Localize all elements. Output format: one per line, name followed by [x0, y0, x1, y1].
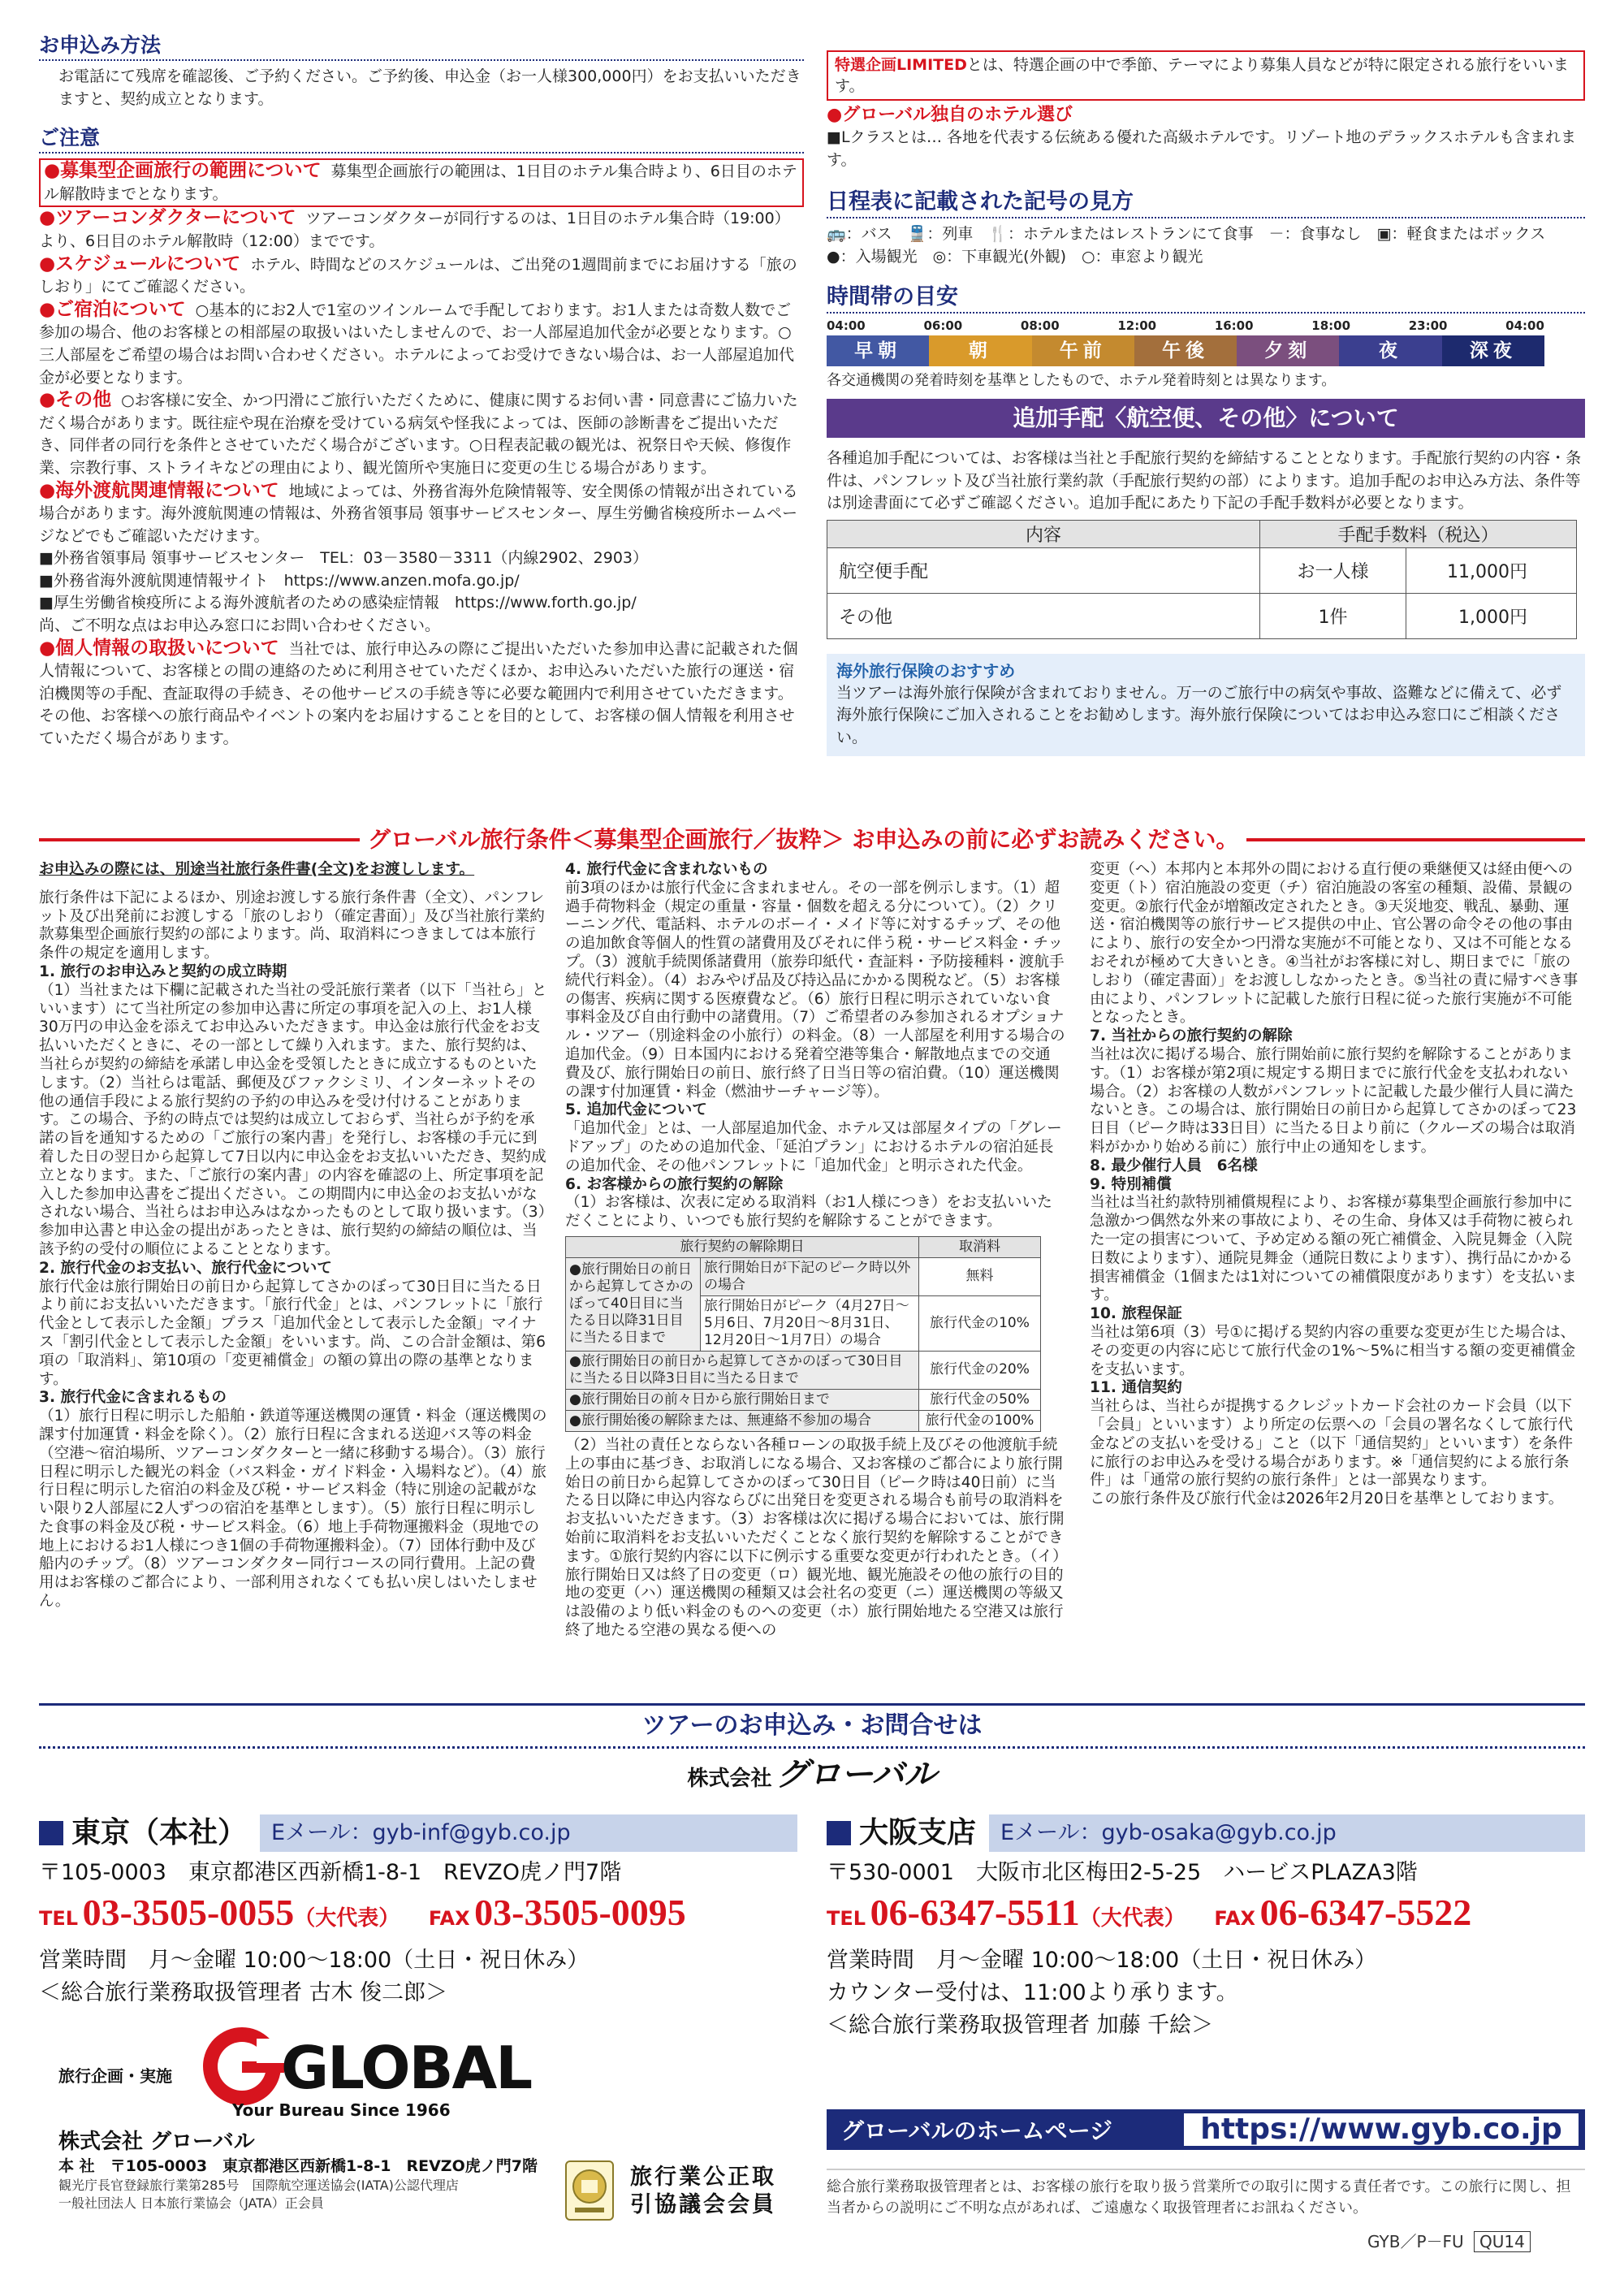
condition-heading: 10. 旅程保証: [1090, 1305, 1182, 1323]
note-body: ○基本的にお2人で1室のツインルームで手配しております。お1人または奇数人数でご参加の場合、他のお客様との相部屋の取扱いはいたしませんので、お一人部屋追加代金が必要となります。○三人部屋をご希望の場合はお問い合わせください。ホテルによってお受けできない場合は、お一人部屋追加代金が必要となります。: [39, 301, 795, 387]
timeband-tick: 04:00: [1505, 318, 1544, 334]
note-item: [39, 253, 804, 299]
contact-header: [39, 1703, 1585, 1802]
table-row: [566, 1389, 1041, 1410]
timeband-segment: 午前: [1032, 335, 1134, 366]
info-link[interactable]: ■外務省領事局 領事サービスセンター TEL：03－3580－3311（内線2902、2903）: [39, 549, 649, 568]
condition-heading: 6. お客様からの旅行契約の解除: [565, 1175, 784, 1193]
condition-paragraph: 「追加代金」とは、一人部屋追加代金、ホテル又は部屋タイプの「グレードアップ」のための追加代金、「延泊プラン」におけるホテルの宿泊延長の追加代金、その他パンフレットに「追加代金」と明示された代金。: [565, 1120, 1062, 1174]
notes-list: [39, 158, 804, 750]
symbols-section: [827, 188, 1585, 268]
note-body: 当社では、旅行申込みの際にご提出いただいた参加申込書に記載された個人情報について、お客様との間の連絡のために利用させていただくほか、お申込みいただいた旅行の運送・宿泊機関等の手配、査証取得の手続き、その他サービスの手続き等に必要な範囲内で利用させていただきます。その他、お客様への旅行商品やイベントの案内をお届けすることを目的として、お客様の個人情報を利用させていただく場合があります。: [39, 639, 798, 748]
fee-table: [827, 520, 1577, 639]
timeband-segment: 朝: [929, 335, 1031, 366]
symbols-line2: ●：入場観光 ◎：下車観光(外観) ○：車窓より観光: [827, 247, 1203, 266]
cancel-table: [565, 1236, 1041, 1432]
cancel-fee: 旅行代金の20%: [919, 1351, 1041, 1389]
timeband-tick: 04:00: [827, 318, 866, 334]
condition-paragraph: この旅行条件及び旅行代金は2026年2月20日を基準としております。: [1090, 1490, 1564, 1508]
osaka-hours: 営業時間 月～金曜 10:00～18:00（土日・祝日休み）: [827, 1948, 1377, 1973]
notes-section: [39, 125, 804, 750]
fair-trade-text: 旅行業公正取引協議会会員: [630, 2165, 776, 2217]
fee-amount: 1,000円: [1406, 593, 1577, 638]
left-column: [39, 32, 804, 750]
cancel-period: ●旅行開始日の前日から起算してさかのぼって30日目に当たる日以降3日目に当たる日まで: [566, 1351, 919, 1389]
right-column: [827, 50, 1585, 756]
note-body: ○お客様に安全、かつ円滑にご旅行いただくために、健康に関するお伺い書・同意書にご協力いただく場合があります。既往症や現在治療を受けている病気や怪我によっては、医師の診断書をご提出いただき、同伴者の同行を条件とさせていただく場合がございます。○日程表記載の観光は、祝祭日や天候、修復作業、宗教行事、ストライキなどの理由により、観光箇所や実施日に変更の生じる場合があります。: [39, 391, 798, 477]
condition-heading: 2. 旅行代金のお支払い、旅行代金について: [39, 1259, 332, 1277]
timeband-tick: 06:00: [923, 318, 963, 334]
condition-paragraph: 旅行条件は下記によるほか、別途お渡しする旅行条件書（全文）、パンフレット及び出発前にお渡しする「旅のしおり（確定書面）」及び当社旅行業約款募集型企画旅行契約の部によります。尚、取消料につきましては本旅行条件の規定を適用します。: [39, 889, 545, 962]
timeband-ticks: [827, 318, 1544, 333]
condition-paragraph: 当社らは、当社らが提携するクレジットカード会社のカード会員（以下「会員」といいます）より所定の伝票への「会員の署名なくして旅行代金などの支払いを受ける」こと（以下「通信契約」といいます）を条件に旅行のお申込みを受ける場合があります。※「通信契約による旅行条件」は「通常の旅行契約の旅行条件」とは一部異なります。: [1090, 1398, 1574, 1490]
note-head: ●ツアーコンダクターについて: [39, 207, 296, 229]
osaka-name: 大阪支店: [859, 1816, 977, 1849]
fee-item: 航空便手配: [827, 547, 1260, 593]
cancel-condition: 旅行開始日が下記のピーク時以外の場合: [701, 1257, 919, 1295]
fee-unit: お一人様: [1260, 547, 1406, 593]
timeband-segment: 午後: [1134, 335, 1237, 366]
extra-body: 各種追加手配については、お客様は当社と手配旅行契約を締結することとなります。手配旅行契約の内容・条件は、パンフレット及び当社旅行業約款（手配旅行契約の部）によります。追加手配のお申込み方法、条件等は別途書面にて必ずご確認ください。追加手配にあたり下記の手配手数料が必要となります。: [827, 448, 1582, 513]
table-row: [827, 593, 1577, 638]
osaka-fax: 06-6347-5522: [1259, 1892, 1472, 1933]
footer-code: GYB／P－FU: [1367, 2232, 1464, 2251]
logo-tagline: Your Bureau Since 1966: [232, 2100, 451, 2120]
note-item: [39, 158, 804, 207]
footer-reg1: 観光庁長官登録旅行業第285号 国際航空運送協会(IATA)公認代理店: [58, 2178, 459, 2193]
extra-section: [827, 399, 1585, 639]
cancel-fee: 旅行代金の100%: [919, 1410, 1041, 1431]
tel-note: （大代表）: [294, 1906, 400, 1931]
cancel-period: ●旅行開始後の解除または、無連絡不参加の場合: [566, 1410, 919, 1431]
tokyo-name: 東京（本社）: [71, 1816, 248, 1849]
timeband-segment: 夕刻: [1237, 335, 1339, 366]
timeband-segment: 夜: [1339, 335, 1441, 366]
cancel-header-fee: 取消料: [919, 1236, 1041, 1257]
timeband-title: 時間帯の目安: [827, 283, 1585, 314]
fee-item: その他: [827, 593, 1260, 638]
symbols-line1: 🚌：バス 🚆：列車 🍴：ホテルまたはレストランにて食事 －：食事なし ▣：軽食またはボックス: [827, 225, 1546, 244]
info-link: 尚、ご不明な点はお申込み窓口にお問い合わせください。: [39, 616, 441, 635]
timeband-segment: 早朝: [827, 335, 929, 366]
condition-paragraph: 当社は次に掲げる場合、旅行開始前に旅行契約を解除することがあります。（1）お客様が第2項に規定する期日までに旅行代金を支払われない場合。（2）お客様の人数がパンフレットに記載した最少催行人員に満たないとき。この場合は、旅行開始日の前日から起算してさかのぼって23日目（ピーク時は33日目）に当たる日より前に（クルーズの場合は取消料がかかり始める前に）旅行中止の通知をします。: [1090, 1045, 1577, 1156]
condition-paragraph: 前3項のほかは旅行代金に含まれません。その一部を例示します。（1）超過手荷物料金（規定の重量・容量・個数を超える分について）。（2）クリーニング代、電話料、ホテルのボーイ・メイド等に対するチップ、その他の追加飲食等個人的性質の諸費用及びそれに伴う税・サービス料金・チップ。（3）渡航手続関係諸費用（旅券印紙代・査証料・予防接種料・渡航手続代行料金）。（4）おみやげ品及び持込品にかかる関税など。（5）お客様の傷害、疾病に関する医療費など。（6）旅行日程に明示されていない食事料金及び自由行動中の諸費用。（7）ご希望者のみ参加されるオプショナル・ツアー（別途料金の小旅行）の料金。（8）一人部屋を利用する場合の追加代金。（9）日本国内における発着空港等集合・解散地点までの交通費及び、旅行開始日の前日、旅行終了日当日等の宿泊費。（10）運送機関の課す付加運賃・料金（燃油サーチャージ等）。: [565, 879, 1065, 1101]
cancel-header-period: 旅行契約の解除期日: [566, 1236, 919, 1257]
condition-paragraph: （1）当社または下欄に記載された当社の受託旅行業者（以下「当社ら」といいます）にて当社所定の参加申込書に所定の事項を記入の上、お1人様30万円の申込金を添えてお申込みいただきます。申込金は旅行代金をお支払いいただくときに、その一部として繰り入れます。また、旅行契約は、当社らが契約の締結を承諾し申込金を受領したときに成立するものといたします。（2）当社らは電話、郵便及びファクシミリ、インターネットその他の通信手段による旅行契約の予約の申込みを受け付けることがあります。この場合、予約の時点では契約は成立しておらず、当社らが予約を承諾の旨を通知するための「ご旅行の案内書」を発行し、お客様の手元に到着した日の翌日から起算して7日以内に申込金をお支払いいただき、契約成立となります。また、「ご旅行の案内書」の内容を確認の上、所定事項を記入した参加申込書をご提出ください。この期間内に申込金のお支払いがなされない場合、当社らはお申込みはなかったものとして取り扱います。（3）参加申込書と申込金の提出があったときは、旅行契約の締結の順位は、当該予約の受付の順位によることとなります。: [39, 981, 547, 1258]
global-logo: [200, 2022, 532, 2120]
condition-paragraph: （1）旅行日程に明示した船舶・鉄道等運送機関の運賃・料金（運送機関の課す付加運賃・料金を除く）。（2）旅行日程に含まれる送迎バス等の料金（空港～宿泊場所、ツアーコンダクターと一緒に移動する場合）。（3）旅行日程に明示した観光の料金（バス料金・ガイド料金・入場料など）。（4）旅行日程に明示した宿泊の料金及び税・サービス料金（特に別途の記載がない限り2人部屋に2人ずつの宿泊を基準とします）。（5）旅行日程に明示した食事の料金及び税・サービス料金。（6）地上手荷物運搬料金（現地での地上におけるお1人様につき1個の手荷物運搬料金）。（7）団体行動中及び船内のチップ。（8）ツアーコンダクター同行コースの同行費用。上記の費用はお客様のご都合により、一部利用されなくても払い戻しはいたしません。: [39, 1408, 547, 1611]
osaka-bar: [827, 1814, 1585, 1852]
conditions-column-3: [1090, 861, 1582, 1509]
note-head: ●ご宿泊について: [39, 298, 186, 320]
fair-trade-seal: [565, 2160, 614, 2221]
note-head: ●募集型企画旅行の範囲について: [44, 160, 322, 182]
cancel-condition: 旅行開始日がピーク（4月27日～5月6日、7月20日～8月31日、12月20日～1月7日）の場合: [701, 1295, 919, 1351]
osaka-address: 〒530-0001 大阪市北区梅田2-5-25 ハービスPLAZA3階: [827, 1860, 1418, 1885]
conditions-column-1: [39, 861, 549, 1611]
extra-title: 追加手配〈航空便、その他〉について: [827, 399, 1585, 438]
osaka-branch: [827, 1814, 1585, 2042]
note-item: [39, 299, 804, 389]
table-row: [827, 547, 1577, 593]
hotel-head: ●グローバル独自のホテル選び: [827, 105, 1073, 125]
insurance-body: 当ツアーは海外旅行保険が含まれておりません。万一のご旅行中の病気や事故、盗難などに備えて、必ず海外旅行保険にご加入されることをお勧めします。海外旅行保険についてはお申込み窓口にご相談ください。: [836, 683, 1562, 746]
cancel-fee: 無料: [919, 1257, 1041, 1295]
footer-code-line: [1367, 2230, 1531, 2253]
table-row: [566, 1257, 1041, 1295]
insurance-box: [827, 654, 1585, 756]
note-body: 地域によっては、外務省海外危険情報等、安全関係の情報が出されている場合があります。海外渡航関連の情報は、外務省領事局 領事サービスセンター、厚生労働省検疫所ホームページなどでもご確認いただけます。: [39, 482, 798, 545]
table-row: [566, 1410, 1041, 1431]
fair-trade-seal-icon: [567, 2162, 612, 2219]
timeband-tick: 16:00: [1214, 318, 1254, 334]
tokyo-address: 〒105-0003 東京都港区西新橋1-8-1 REVZO虎ノ門7階: [39, 1860, 622, 1885]
tokyo-phones: [39, 1889, 797, 1944]
limited-bold: 特選企画LIMITED: [835, 56, 967, 74]
apply-title: お申込み方法: [39, 32, 804, 61]
osaka-phones: [827, 1889, 1585, 1944]
tokyo-tel[interactable]: 03-3505-0055: [82, 1892, 295, 1933]
square-icon: [827, 1821, 851, 1845]
logo-text: GLOBAL: [281, 2034, 532, 2102]
homepage-label: グローバルのホームページ: [841, 2117, 1113, 2144]
condition-paragraph: （1）お客様は、次表に定める取消料（お1人様につき）をお支払いいただくことにより、いつでも旅行契約を解除することができます。: [565, 1194, 1052, 1230]
contact-title: ツアーのお申込み・お問合せは: [39, 1703, 1585, 1749]
cancel-period: ●旅行開始日の前々日から旅行開始日まで: [566, 1389, 919, 1410]
cancel-period: ●旅行開始日の前日から起算してさかのぼって40日目に当たる日以降31日目に当たる日まで: [566, 1257, 701, 1351]
timeband-tick: 18:00: [1311, 318, 1351, 334]
limited-text: とは、特選企画の中で季節、テーマにより募集人員などが特に限定される旅行をいいます。: [835, 56, 1569, 95]
company-info: [58, 2128, 546, 2212]
fee-unit: 1件: [1260, 593, 1406, 638]
homepage-url[interactable]: https://www.gyb.co.jp: [1184, 2113, 1579, 2146]
note-body: ホテル、時間などのスケジュールは、ご出発の1週間前までにお届けする「旅のしおり」にてご確認ください。: [39, 255, 797, 296]
limited-box: [827, 50, 1585, 101]
fee-header-item: 内容: [827, 520, 1260, 547]
note-head: ●海外渡航関連情報について: [39, 479, 279, 501]
disclaimer: 総合旅行業務取扱管理者とは、お客様の旅行を取り扱う営業所での取引に関する責任者です。この旅行に関し、担当者からの説明にご不明な点があれば、ご遠慮なく取扱管理者にお訊ねください。: [827, 2169, 1585, 2219]
conditions-title-bar: [39, 822, 1585, 858]
note-item: [39, 638, 804, 750]
osaka-manager: ＜総合旅行業務取扱管理者 加藤 千絵＞: [827, 2013, 1214, 2038]
info-link[interactable]: ■外務省海外渡航関連情報サイト https://www.anzen.mofa.go.jp/: [39, 571, 520, 590]
fee-header-fee: 手配手数料（税込）: [1260, 520, 1577, 547]
square-icon: [39, 1821, 63, 1845]
conditions-title: グローバル旅行条件＜募集型企画旅行／抜粋＞ お申込みの前に必ずお読みください。: [360, 822, 1246, 858]
tokyo-hours: 営業時間 月～金曜 10:00～18:00（土日・祝日休み）: [39, 1948, 590, 1973]
condition-paragraph: （2）当社の責任とならない各種ローンの取扱手続上及びその他渡航手続上の事由に基づき、お取消しになる場合、又お客様のご都合により旅行開始日の前日から起算してさかのぼって30日目（ピーク時は40日前）に当たる日以降に申込内容ならびに出発日を変更される場合も前号の取消料をお支払いいただきます。（3）お客様は次に掲げる場合においては、旅行開始前に取消料をお支払いいただくことなく旅行契約を解除することができます。①旅行契約内容に以下に例示する重要な変更が行われたとき。（イ）旅行開始日又は終了日の変更（ロ）観光地、観光施設その他の旅行の目的地の変更（ハ）運送機関の種類又は会社名の変更（ニ）運送機関の等級又は設備のより低い料金のものへの変更（ホ）旅行開始地たる空港又は旅行終了地たる空港の異なる便への: [565, 1436, 1065, 1639]
table-row: [566, 1351, 1041, 1389]
footer-reg2: 一般社団法人 日本旅行業協会（JATA）正会員: [58, 2195, 324, 2211]
info-link[interactable]: ■厚生労働省検疫所による海外渡航者のための感染症情報 https://www.forth.go.jp/: [39, 594, 637, 612]
timeband-tick: 12:00: [1117, 318, 1157, 334]
condition-heading: 9. 特別補償: [1090, 1175, 1172, 1193]
conditions-column-2: [565, 861, 1065, 1641]
note-body: 募集型企画旅行の範囲は、1日目のホテル集合時より、6日目のホテル解散時までとなります。: [44, 162, 797, 203]
condition-heading: 5. 追加代金について: [565, 1101, 707, 1119]
condition-heading: 7. 当社からの旅行契約の解除: [1090, 1027, 1293, 1045]
note-body: ツアーコンダクターが同行するのは、1日目のホテル集合時（19:00）より、6日目のホテル解散時（12:00）までです。: [39, 210, 790, 250]
note-item: [39, 389, 804, 479]
tokyo-manager: ＜総合旅行業務取扱管理者 古木 俊二郎＞: [39, 1980, 448, 2005]
condition-heading: 11. 通信契約: [1090, 1379, 1182, 1397]
company-prefix: 株式会社: [687, 1767, 772, 1791]
condition-paragraph: 当社は当社約款特別補償規程により、お客様が募集型企画旅行参加中に急激かつ偶然な外来の事故により、その生命、身体又は手荷物に被られた一定の損害について、予め定める額の死亡補償金、入院見舞金（入院日数によります）、通院見舞金（通院日数によります）、携行品にかかる損害補償金（1個または1対についての補償限度があります）を支払います。: [1090, 1194, 1577, 1304]
osaka-tel[interactable]: 06-6347-5511: [870, 1892, 1080, 1933]
tokyo-fax: 03-3505-0095: [474, 1892, 686, 1933]
condition-heading: 8. 最少催行人員 6名様: [1090, 1157, 1258, 1174]
cancel-fee: 旅行代金の10%: [919, 1295, 1041, 1351]
hotel-section: [827, 104, 1585, 171]
apply-body: お電話にて残席を確認後、ご予約ください。ご予約後、申込金（お一人様300,000円）をお支払いいただきますと、契約成立となります。: [58, 67, 801, 108]
osaka-email[interactable]: Eメール：gyb-osaka@gyb.co.jp: [989, 1814, 1585, 1852]
footer-company: 株式会社 グローバル: [58, 2130, 255, 2154]
tel-note: （大代表）: [1079, 1906, 1186, 1931]
timeband-tick: 23:00: [1408, 318, 1448, 334]
timeband-segment: 深夜: [1442, 335, 1544, 366]
tel-label: TEL: [827, 1907, 866, 1930]
timeband-note: 各交通機関の発着時刻を基準としたもので、ホテル発着時刻とは異なります。: [827, 372, 1337, 390]
timeband-bar: [827, 335, 1544, 366]
timeband-tick: 08:00: [1020, 318, 1060, 334]
note-item: [39, 480, 804, 548]
cancel-fee: 旅行代金の50%: [919, 1389, 1041, 1410]
apply-section: [39, 32, 804, 110]
page-code: QU14: [1474, 2231, 1531, 2252]
timeband-section: [827, 283, 1585, 392]
note-head: ●個人情報の取扱いについて: [39, 637, 279, 659]
condition-heading: 3. 旅行代金に含まれるもの: [39, 1389, 227, 1407]
homepage-band: [827, 2109, 1585, 2150]
tokyo-branch: [39, 1814, 797, 2009]
company-line: [39, 1754, 1585, 1802]
note-head: ●その他: [39, 389, 112, 411]
planner-label: 旅行企画・実施: [58, 2066, 172, 2086]
note-item: [39, 207, 804, 253]
condition-paragraph: 旅行代金は旅行開始日の前日から起算してさかのぼって30日目に当たる日より前にお支払いいただきます。「旅行代金」とは、パンフレットに「旅行代金として表示した金額」プラス「追加代金として表示した金額」マイナス「割引代金として表示した金額」をいいます。尚、この合計金額は、第6項の「取消料」、第10項の「変更補償金」の額の算出の際の基準となります。: [39, 1278, 546, 1388]
symbols-title: 日程表に記載された記号の見方: [827, 188, 1585, 218]
insurance-title: 海外旅行保険のおすすめ: [836, 660, 1016, 681]
fee-amount: 11,000円: [1406, 547, 1577, 593]
condition-paragraph: 変更（ヘ）本邦内と本邦外の間における直行便の乗継便又は経由便への変更（ト）宿泊施設の変更（チ）宿泊施設の客室の種類、設備、景観の変更。②旅行代金が増額改定されたとき。③天災地変、戦乱、暴動、運送・宿泊機関等の旅行サービス提供の中止、官公署の命令その他の事由により、旅行の安全かつ円滑な実施が不可能となり、又は不可能となるおそれが極めて大きいとき。④当社がお客様に対し、期日までに「旅のしおり（確定書面）」をお渡ししなかったとき。⑤当社の責に帰すべき事由により、パンフレットに記載した旅行日程に従った旅行実施が不可能となったとき。: [1090, 861, 1579, 1027]
condition-heading: 1. 旅行のお申込みと契約の成立時期: [39, 962, 287, 980]
fax-label: FAX: [1214, 1907, 1256, 1930]
tel-label: TEL: [39, 1907, 79, 1930]
condition-paragraph: 当社は第6項（3）号①に掲げる契約内容の重要な変更が生じた場合は、その変更の内容に応じて旅行代金の1%～5%に相当する額の変更補償金を支払います。: [1090, 1323, 1576, 1378]
footer-hq: 本 社 〒105-0003 東京都港区西新橋1-8-1 REVZO虎ノ門7階: [58, 2157, 538, 2175]
hotel-body: ■Lクラスとは… 各地を代表する伝統ある優れた高級ホテルです。リゾート地のデラックスホテルも含まれます。: [827, 128, 1577, 169]
fax-label: FAX: [428, 1907, 470, 1930]
tokyo-email[interactable]: Eメール：gyb-inf@gyb.co.jp: [260, 1814, 797, 1852]
notes-title: ご注意: [39, 125, 804, 154]
osaka-counter: カウンター受付は、11:00より承ります。: [827, 1980, 1238, 2005]
company-name: グローバル: [775, 1756, 937, 1793]
tokyo-bar: [39, 1814, 797, 1852]
condition-note: お申込みの際には、別途当社旅行条件書(全文)をお渡しします。: [39, 861, 475, 878]
note-head: ●スケジュールについて: [39, 253, 241, 275]
condition-heading: 4. 旅行代金に含まれないもの: [565, 861, 768, 878]
